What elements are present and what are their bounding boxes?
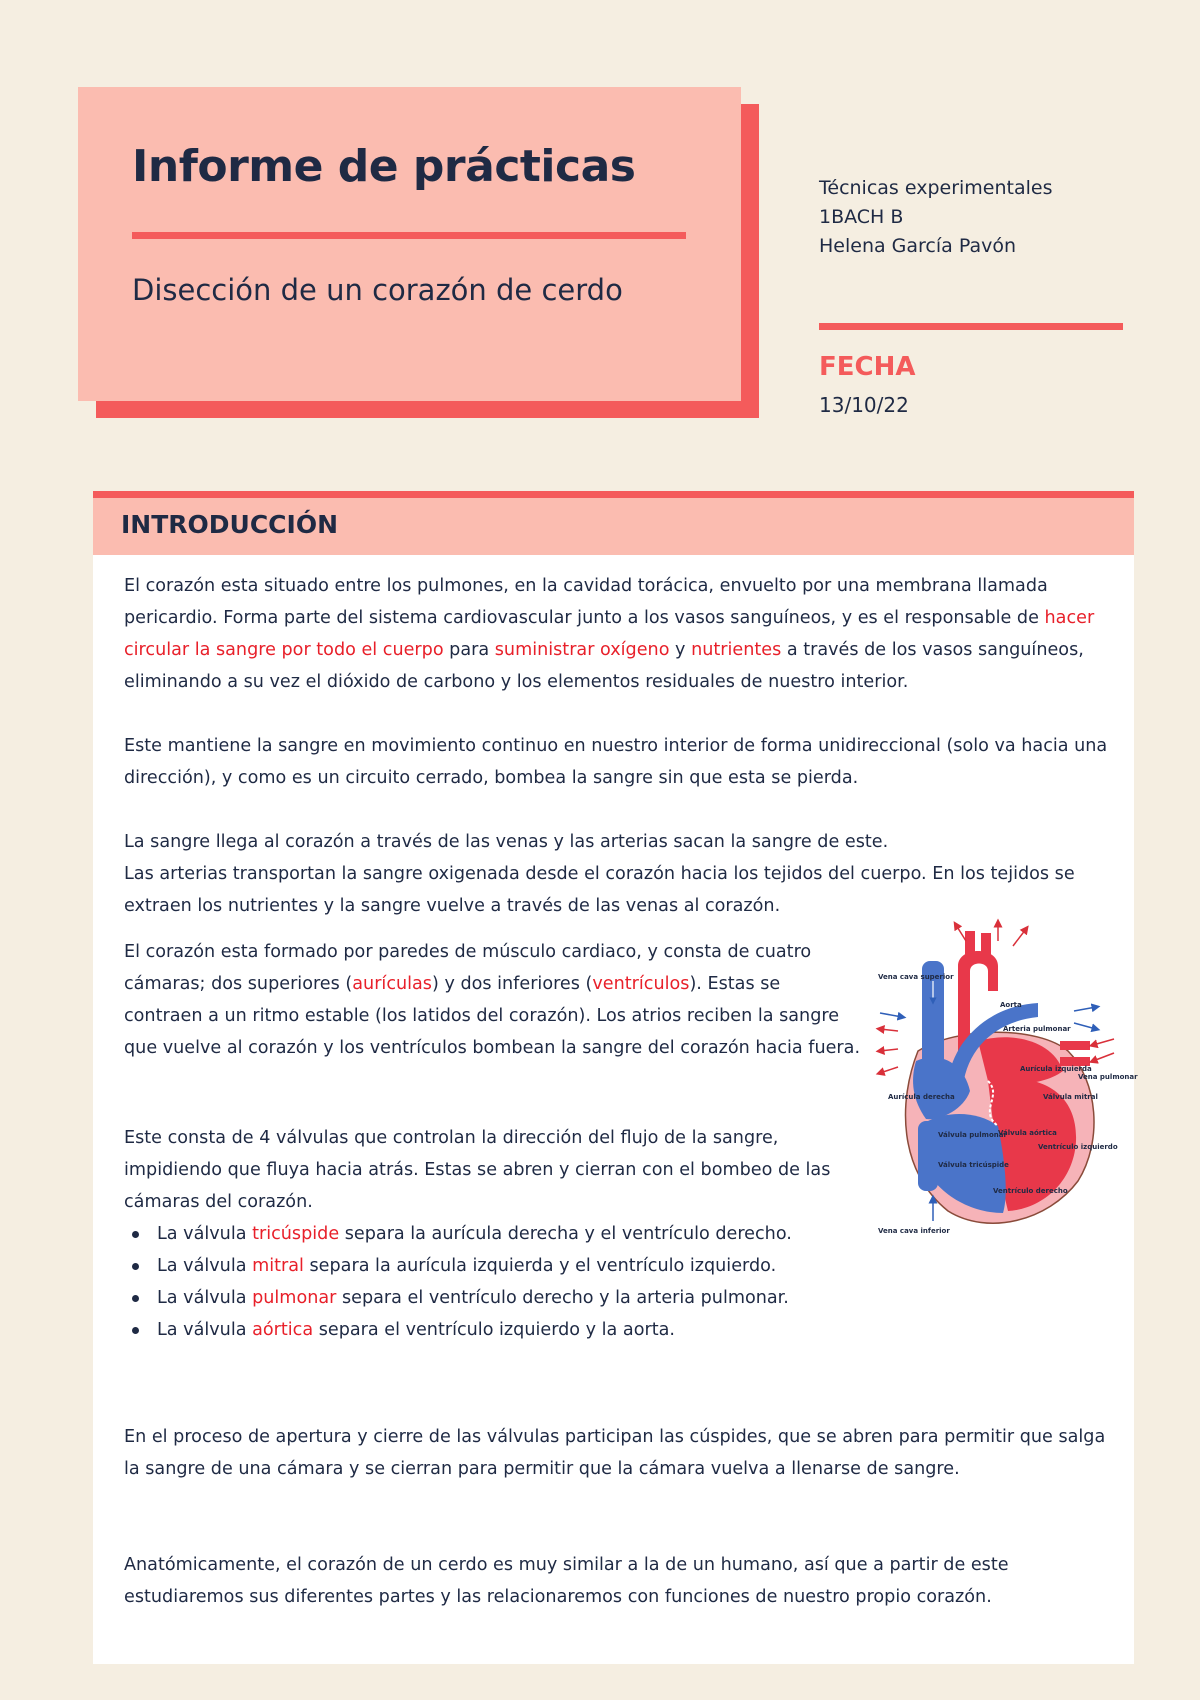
label-valvula-aortica: Válvula aórtica xyxy=(998,1129,1057,1137)
label-arteria-pulmonar: Arteria pulmonar xyxy=(1003,1025,1071,1033)
text-run: La válvula xyxy=(157,1288,253,1308)
intro-paragraph-7: Anatómicamente, el corazón de un cerdo es muy similar a la de un humano, así que a partir de este estudiaremos sus diferentes partes y las relacionaremos con funciones de nuestro propio corazón. xyxy=(124,1555,1009,1607)
intro-paragraph-2: Este mantiene la sangre en movimiento continuo en nuestro interior de forma unidireccional (solo va hacia una dirección), y como es un circuito cerrado, bombea la sangre sin que esta se pierda. xyxy=(124,736,1108,788)
section-header xyxy=(93,491,1134,555)
report-meta xyxy=(819,174,1053,261)
text-run: separa el ventrículo izquierdo y la aorta. xyxy=(313,1320,675,1340)
intro-paragraph-6: En el proceso de apertura y cierre de las válvulas participan las cúspides, que se abren para permitir que salga la sangre de una cámara y se cierran para permitir que la cámara vuelva a llenarse de sangre. xyxy=(124,1427,1106,1479)
text-run: para xyxy=(443,640,495,660)
content-panel xyxy=(93,555,1138,1664)
highlight-text: aurículas xyxy=(352,974,432,994)
flow-arrow-icon xyxy=(1093,1039,1114,1045)
label-valvula-tricuspide: Válvula tricúspide xyxy=(938,1161,1009,1169)
text-run: Las arterias transportan la sangre oxigenada desde el corazón hacia los tejidos del cuerpo. En los tejidos se extraen los nutrientes y la sangre vuelve a través de las venas al corazón. xyxy=(124,864,1075,916)
subject-name: Técnicas experimentales xyxy=(819,177,1053,199)
label-auricula-derecha: Aurícula derecha xyxy=(888,1093,955,1101)
intro-paragraph-5: Este consta de 4 válvulas que controlan la dirección del flujo de la sangre, impidiendo que fluya hacia atrás. Estas se abren y cierran con el bombeo de las cámaras del corazón. xyxy=(124,1128,831,1212)
highlight-text: tricúspide xyxy=(252,1224,340,1244)
label-vena-pulmonar: Vena pulmonar xyxy=(1078,1073,1138,1081)
aorta-branch xyxy=(981,933,991,959)
text-run: ). Estas se contraen a un ritmo estable (los latidos del corazón). Los atrios reciben la sangre que vuelve al corazón y los ventrículos bombean la sangre del corazón hacia fuera. xyxy=(124,974,861,1058)
highlight-text: aórtica xyxy=(252,1320,314,1340)
flow-arrow-icon xyxy=(1074,1007,1096,1011)
list-item xyxy=(124,1314,864,1346)
date-value: 13/10/22 xyxy=(819,393,909,417)
text-run: ) y dos inferiores ( xyxy=(431,974,593,994)
pulmonary-vein xyxy=(1060,1041,1090,1050)
section-title: INTRODUCCIÓN xyxy=(121,510,339,539)
flow-arrow-icon xyxy=(880,1013,902,1017)
flow-arrow-icon xyxy=(1074,1023,1096,1029)
highlight-text: pulmonar xyxy=(252,1288,337,1308)
label-auricula-izquierda: Aurícula izquierda xyxy=(1020,1065,1092,1073)
highlight-text: hacer circular la sangre por todo el cuerpo xyxy=(124,608,1095,660)
flow-arrow-icon xyxy=(880,1049,898,1051)
highlight-text: mitral xyxy=(252,1256,304,1276)
text-run: separa la aurícula derecha y el ventrículo derecho. xyxy=(339,1224,792,1244)
flow-arrow-icon xyxy=(956,925,966,941)
label-vena-cava-superior: Vena cava superior xyxy=(878,973,954,981)
label-ventriculo-izquierdo: Ventrículo izquierdo xyxy=(1038,1143,1118,1151)
report-subtitle: Disección de un corazón de cerdo xyxy=(132,273,623,307)
intro-paragraph-1 xyxy=(124,570,1109,698)
list-item xyxy=(124,1218,864,1250)
list-item xyxy=(124,1282,864,1314)
author-name: Helena García Pavón xyxy=(819,235,1016,257)
label-valvula-mitral: Válvula mitral xyxy=(1043,1093,1098,1101)
date-label: FECHA xyxy=(819,352,916,382)
flow-arrow-icon xyxy=(1013,929,1026,946)
text-run: La sangre llega al corazón a través de las venas y las arterias sacan la sangre de este. xyxy=(124,832,889,852)
intro-paragraph-4 xyxy=(124,936,864,1064)
text-run: La válvula xyxy=(157,1224,253,1244)
aorta-branch xyxy=(965,931,975,959)
meta-divider xyxy=(819,323,1123,330)
text-run: La válvula xyxy=(157,1320,253,1340)
class-group: 1BACH B xyxy=(819,206,904,228)
title-card xyxy=(78,87,741,401)
highlight-text: nutrientes xyxy=(691,640,782,660)
text-run: El corazón esta formado por paredes de músculo cardiaco, y consta de cuatro cámaras; dos superiores ( xyxy=(124,942,812,994)
vena-cava-inferior xyxy=(918,1121,938,1191)
label-valvula-pulmonar: Válvula pulmonar xyxy=(938,1131,1007,1139)
label-vena-cava-inferior: Vena cava inferior xyxy=(878,1227,950,1235)
text-run: El corazón esta situado entre los pulmones, en la cavidad torácica, envuelto por una membrana llamada pericardio. Forma parte del sistema cardiovascular junto a los vasos sanguíneos, y es el responsable de xyxy=(124,576,1048,628)
flow-arrow-icon xyxy=(1093,1053,1114,1061)
text-run: separa la aurícula izquierda y el ventrículo izquierdo. xyxy=(303,1256,777,1276)
label-ventriculo-derecho: Ventrículo derecho xyxy=(993,1187,1068,1195)
list-item xyxy=(124,1250,864,1282)
heart-diagram xyxy=(838,921,1138,1241)
text-run: separa el ventrículo derecho y la arteria pulmonar. xyxy=(336,1288,789,1308)
highlight-text: suministrar oxígeno xyxy=(494,640,670,660)
title-divider xyxy=(132,232,686,239)
flow-arrow-icon xyxy=(880,1029,898,1031)
label-aorta: Aorta xyxy=(1000,1001,1022,1009)
text-run: a través de los vasos sanguíneos, eliminando a su vez el dióxido de carbono y los elementos residuales de nuestro interior. xyxy=(124,640,1084,692)
text-run: La válvula xyxy=(157,1256,253,1276)
highlight-text: ventrículos xyxy=(592,974,690,994)
report-title: Informe de prácticas xyxy=(132,141,636,192)
text-run: y xyxy=(669,640,692,660)
flow-arrow-icon xyxy=(880,1067,898,1073)
intro-paragraph-3 xyxy=(124,826,1109,922)
valves-list xyxy=(124,1218,864,1346)
